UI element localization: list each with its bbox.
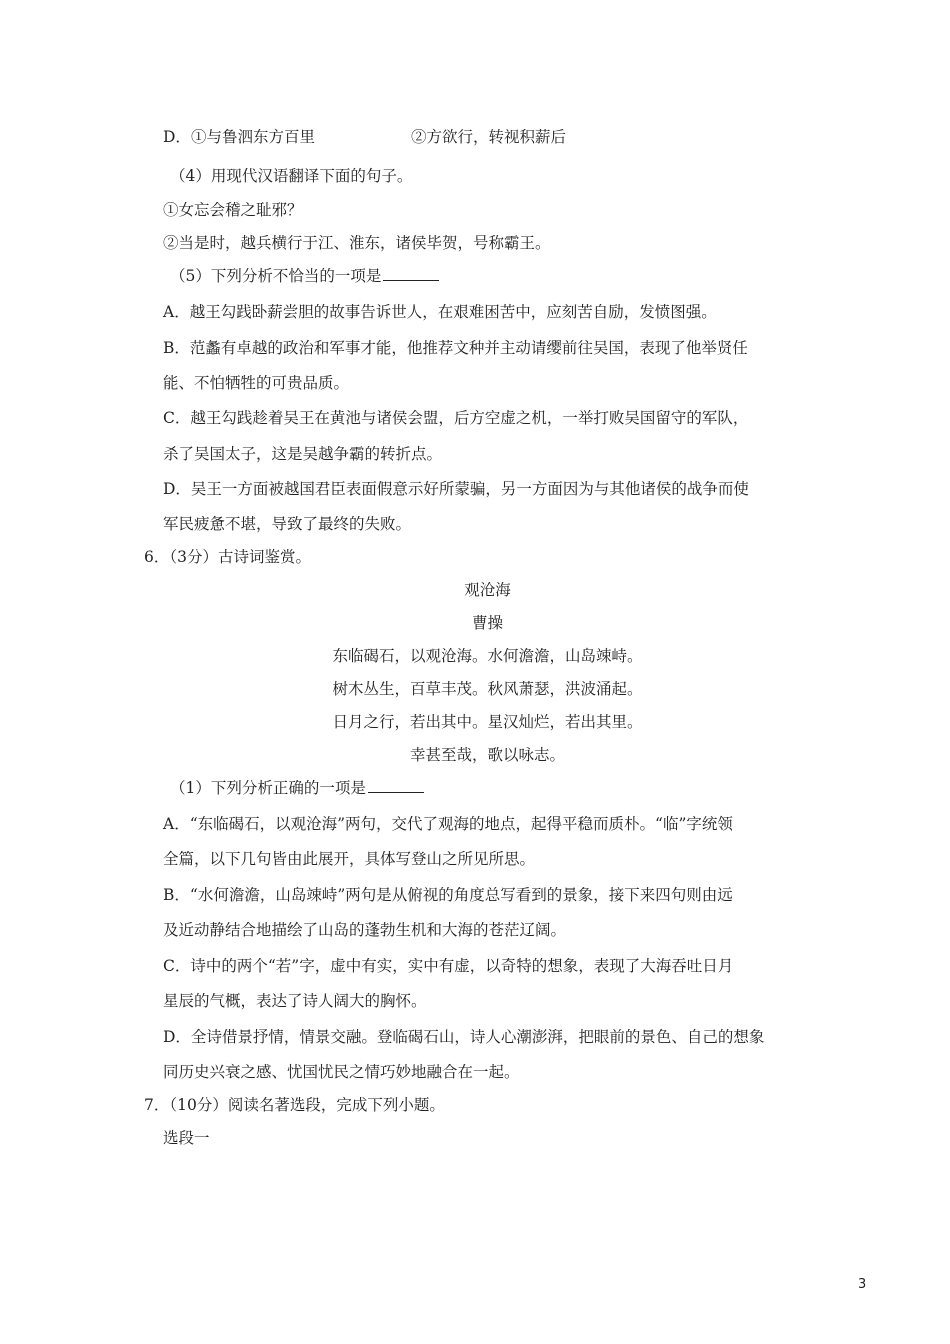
q5-sub5-option-b-line2: 能、不怕牺牲的可贵品质。 [163, 374, 350, 392]
q6-sub1-title [170, 777, 424, 799]
poem-line-1: 东临碣石，以观沧海。水何澹澹，山岛竦峙。 [332, 647, 643, 665]
q5-sub5-option-b-line1: B．范蠡有卓越的政治和军事才能，他推荐文种并主动请缨前往吴国，表现了他举贤任 [163, 339, 748, 357]
option-d-part2: ②方欲行，转视积薪后 [410, 128, 566, 146]
q6-sub1-option-d-line1: D．全诗借景抒情，情景交融。登临碣石山，诗人心潮澎湃，把眼前的景色、自己的想象 [163, 1028, 765, 1046]
q5-sub4-title: （4）用现代汉语翻译下面的句子。 [170, 167, 413, 185]
q5-sub4-sentence-2: ②当是时，越兵横行于江、淮东，诸侯毕贺，号称霸王。 [163, 234, 551, 252]
poem-line-4: 幸甚至哉，歌以咏志。 [409, 746, 565, 764]
question-text: （5）下列分析不恰当的一项是 [170, 267, 382, 285]
poem-author: 曹操 [471, 614, 503, 632]
q5-sub5-option-c-line2: 杀了吴国太子，这是吴越争霸的转折点。 [163, 445, 443, 463]
option-label: D． [163, 128, 191, 146]
q7-header: 7．（10分）阅读名著选段，完成下列小题。 [144, 1096, 445, 1114]
q6-sub1-option-d-line2: 同历史兴衰之感、忧国忧民之情巧妙地融合在一起。 [163, 1063, 520, 1081]
q5-sub4-sentence-1: ①女忘会稽之耻邪？ [163, 201, 303, 219]
q6-sub1-option-b-line1: B．“水何澹澹，山岛竦峙”两句是从俯视的角度总写看到的景象，接下来四句则由远 [163, 886, 733, 904]
q7-excerpt-label: 选段一 [163, 1129, 210, 1147]
question-text: （1）下列分析正确的一项是 [170, 779, 366, 797]
answer-blank [383, 266, 439, 281]
q6-sub1-option-a-line2: 全篇，以下几句皆由此展开，具体写登山之所见所思。 [163, 850, 536, 868]
q5-sub5-title [170, 265, 439, 287]
q6-sub1-option-c-line1: C．诗中的两个“若”字，虚中有实，实中有虚，以奇特的想象，表现了大海吞吐日月 [163, 957, 734, 975]
q5-option-d [163, 126, 566, 148]
q5-sub5-option-c-line1: C．越王勾践趁着吴王在黄池与诸侯会盟，后方空虚之机，一举打败吴国留守的军队， [163, 409, 749, 427]
q6-sub1-option-c-line2: 星辰的气概，表达了诗人阔大的胸怀。 [163, 992, 427, 1010]
option-d-part1: ①与鲁泗东方百里 [190, 128, 315, 146]
q5-sub5-option-a: A．越王勾践卧薪尝胆的故事告诉世人，在艰难困苦中，应刻苦自励，发愤图强。 [163, 303, 717, 321]
q6-header: 6．（3分）古诗词鉴赏。 [144, 548, 311, 566]
poem-line-2: 树木丛生，百草丰茂。秋风萧瑟，洪波涌起。 [332, 680, 643, 698]
poem-line-3: 日月之行，若出其中。星汉灿烂，若出其里。 [332, 713, 643, 731]
poem-title: 观沧海 [464, 581, 511, 599]
q6-sub1-option-b-line2: 及近动静结合地描绘了山岛的蓬勃生机和大海的苍茫辽阔。 [163, 921, 567, 939]
q6-sub1-option-a-line1: A．“东临碣石，以观沧海”两句，交代了观海的地点，起得平稳而质朴。“临”字统领 [163, 815, 733, 833]
q5-sub5-option-d-line1: D．吴王一方面被越国君臣表面假意示好所蒙骗，另一方面因为与其他诸侯的战争而使 [163, 480, 749, 498]
answer-blank [368, 778, 424, 793]
page-number: 3 [858, 1277, 867, 1292]
q5-sub5-option-d-line2: 军民疲惫不堪，导致了最终的失败。 [163, 515, 412, 533]
